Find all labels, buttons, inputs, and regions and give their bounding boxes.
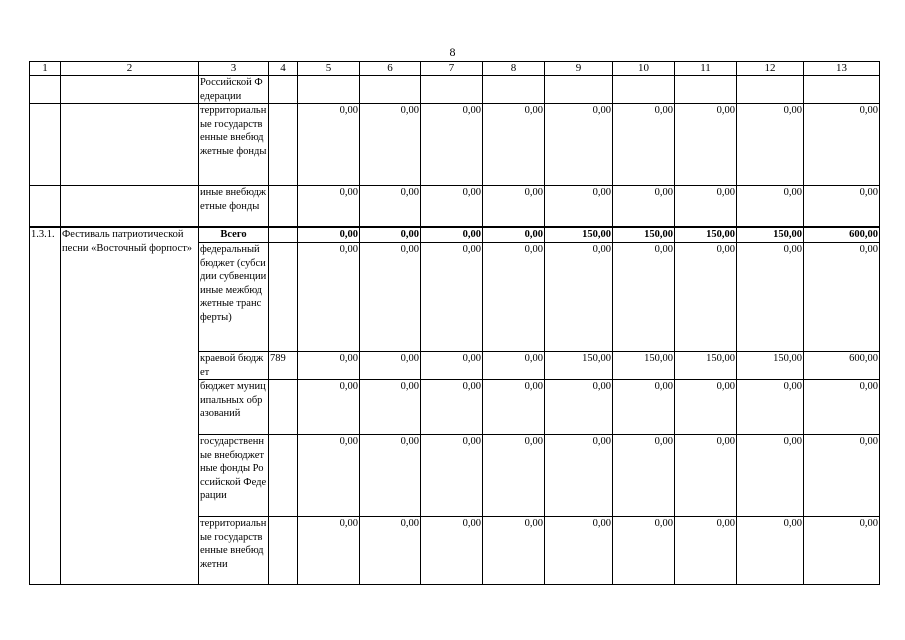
value-cell [804,76,880,104]
value-cell: 150,00 [737,352,804,380]
value-cell: 0,00 [360,435,421,517]
value-cell: 600,00 [804,227,880,243]
value-cell: 0,00 [737,380,804,435]
header-cell: 10 [613,62,675,76]
value-cell: 0,00 [421,186,483,228]
value-cell: 0,00 [804,243,880,352]
funding-source-cell: бюджет муниципальных образований [199,380,269,435]
value-cell: 0,00 [360,186,421,228]
page-number: 8 [449,45,456,59]
value-cell: 0,00 [298,104,360,186]
code-cell [269,104,298,186]
value-cell: 0,00 [298,186,360,228]
value-cell: 0,00 [298,517,360,585]
value-cell: 0,00 [675,243,737,352]
value-cell: 0,00 [421,243,483,352]
item-number-cell [30,104,61,186]
header-cell: 2 [61,62,199,76]
header-cell: 5 [298,62,360,76]
value-cell: 0,00 [421,435,483,517]
value-cell [483,76,545,104]
code-cell: 789 [269,352,298,380]
value-cell: 0,00 [360,243,421,352]
value-cell [360,76,421,104]
funding-source-cell: территориальные государственные внебюджетные фонды [199,104,269,186]
code-cell [269,186,298,228]
value-cell: 0,00 [421,227,483,243]
value-cell: 0,00 [483,352,545,380]
value-cell: 0,00 [421,517,483,585]
header-row [30,62,880,76]
value-cell: 0,00 [613,104,675,186]
code-cell [269,517,298,585]
value-cell: 0,00 [360,517,421,585]
code-cell [269,380,298,435]
item-name-cell [61,104,199,186]
value-cell: 0,00 [483,435,545,517]
value-cell: 0,00 [483,380,545,435]
value-cell: 0,00 [421,352,483,380]
value-cell: 0,00 [675,186,737,228]
value-cell: 0,00 [545,243,613,352]
value-cell: 0,00 [613,243,675,352]
code-cell [269,227,298,243]
header-cell: 12 [737,62,804,76]
value-cell: 0,00 [613,186,675,228]
value-cell: 0,00 [298,243,360,352]
value-cell: 0,00 [360,227,421,243]
value-cell: 150,00 [545,352,613,380]
table-row [30,186,880,228]
item-number-cell: 1.3.1. [30,227,61,585]
value-cell: 150,00 [675,227,737,243]
funding-source-cell: Российской Федерации [199,76,269,104]
value-cell: 0,00 [804,186,880,228]
funding-source-cell: краевой бюджет [199,352,269,380]
value-cell: 0,00 [298,352,360,380]
value-cell: 0,00 [737,517,804,585]
header-cell: 4 [269,62,298,76]
funding-source-cell: иные внебюджетные фонды [199,186,269,228]
value-cell: 0,00 [737,435,804,517]
value-cell: 0,00 [483,227,545,243]
table-row [30,227,880,243]
value-cell: 0,00 [737,186,804,228]
value-cell: 0,00 [613,380,675,435]
value-cell: 0,00 [737,104,804,186]
value-cell: 150,00 [545,227,613,243]
value-cell: 0,00 [613,435,675,517]
funding-source-cell: Всего [199,227,269,243]
header-cell: 6 [360,62,421,76]
value-cell: 0,00 [483,517,545,585]
item-name-cell [61,76,199,104]
value-cell: 600,00 [804,352,880,380]
value-cell: 0,00 [804,104,880,186]
value-cell: 0,00 [421,104,483,186]
value-cell: 0,00 [804,380,880,435]
value-cell: 0,00 [675,104,737,186]
value-cell: 0,00 [360,352,421,380]
header-cell: 11 [675,62,737,76]
item-number-cell [30,76,61,104]
funding-source-cell: государственные внебюджетные фонды Российской Федерации [199,435,269,517]
value-cell: 150,00 [737,227,804,243]
value-cell [737,76,804,104]
item-name-cell [61,186,199,228]
value-cell: 150,00 [613,227,675,243]
header-cell: 1 [30,62,61,76]
value-cell: 0,00 [483,104,545,186]
value-cell: 0,00 [360,380,421,435]
value-cell [675,76,737,104]
code-cell [269,435,298,517]
value-cell: 0,00 [545,380,613,435]
header-cell: 7 [421,62,483,76]
funding-source-cell: территориальные государственные внебюджетни [199,517,269,585]
value-cell [613,76,675,104]
value-cell: 0,00 [613,517,675,585]
table-row [30,104,880,186]
value-cell: 0,00 [483,243,545,352]
value-cell: 0,00 [675,517,737,585]
value-cell: 0,00 [360,104,421,186]
value-cell: 150,00 [675,352,737,380]
code-cell [269,76,298,104]
value-cell: 0,00 [675,380,737,435]
value-cell: 0,00 [298,435,360,517]
value-cell: 0,00 [298,227,360,243]
value-cell: 150,00 [613,352,675,380]
budget-table [29,61,880,585]
funding-source-cell: федеральный бюджет (субсидии субвенции иные межбюджетные трансферты) [199,243,269,352]
item-number-cell [30,186,61,228]
table-row [30,76,880,104]
value-cell [545,76,613,104]
value-cell: 0,00 [545,104,613,186]
value-cell: 0,00 [545,517,613,585]
value-cell: 0,00 [804,435,880,517]
value-cell: 0,00 [421,380,483,435]
value-cell: 0,00 [804,517,880,585]
header-cell: 3 [199,62,269,76]
value-cell: 0,00 [298,380,360,435]
item-name-cell: Фестиваль патриотической песни «Восточный форпост» [61,227,199,585]
value-cell: 0,00 [737,243,804,352]
header-cell: 13 [804,62,880,76]
value-cell: 0,00 [483,186,545,228]
value-cell: 0,00 [545,186,613,228]
header-cell: 8 [483,62,545,76]
code-cell [269,243,298,352]
value-cell [421,76,483,104]
value-cell [298,76,360,104]
header-cell: 9 [545,62,613,76]
value-cell: 0,00 [675,435,737,517]
value-cell: 0,00 [545,435,613,517]
